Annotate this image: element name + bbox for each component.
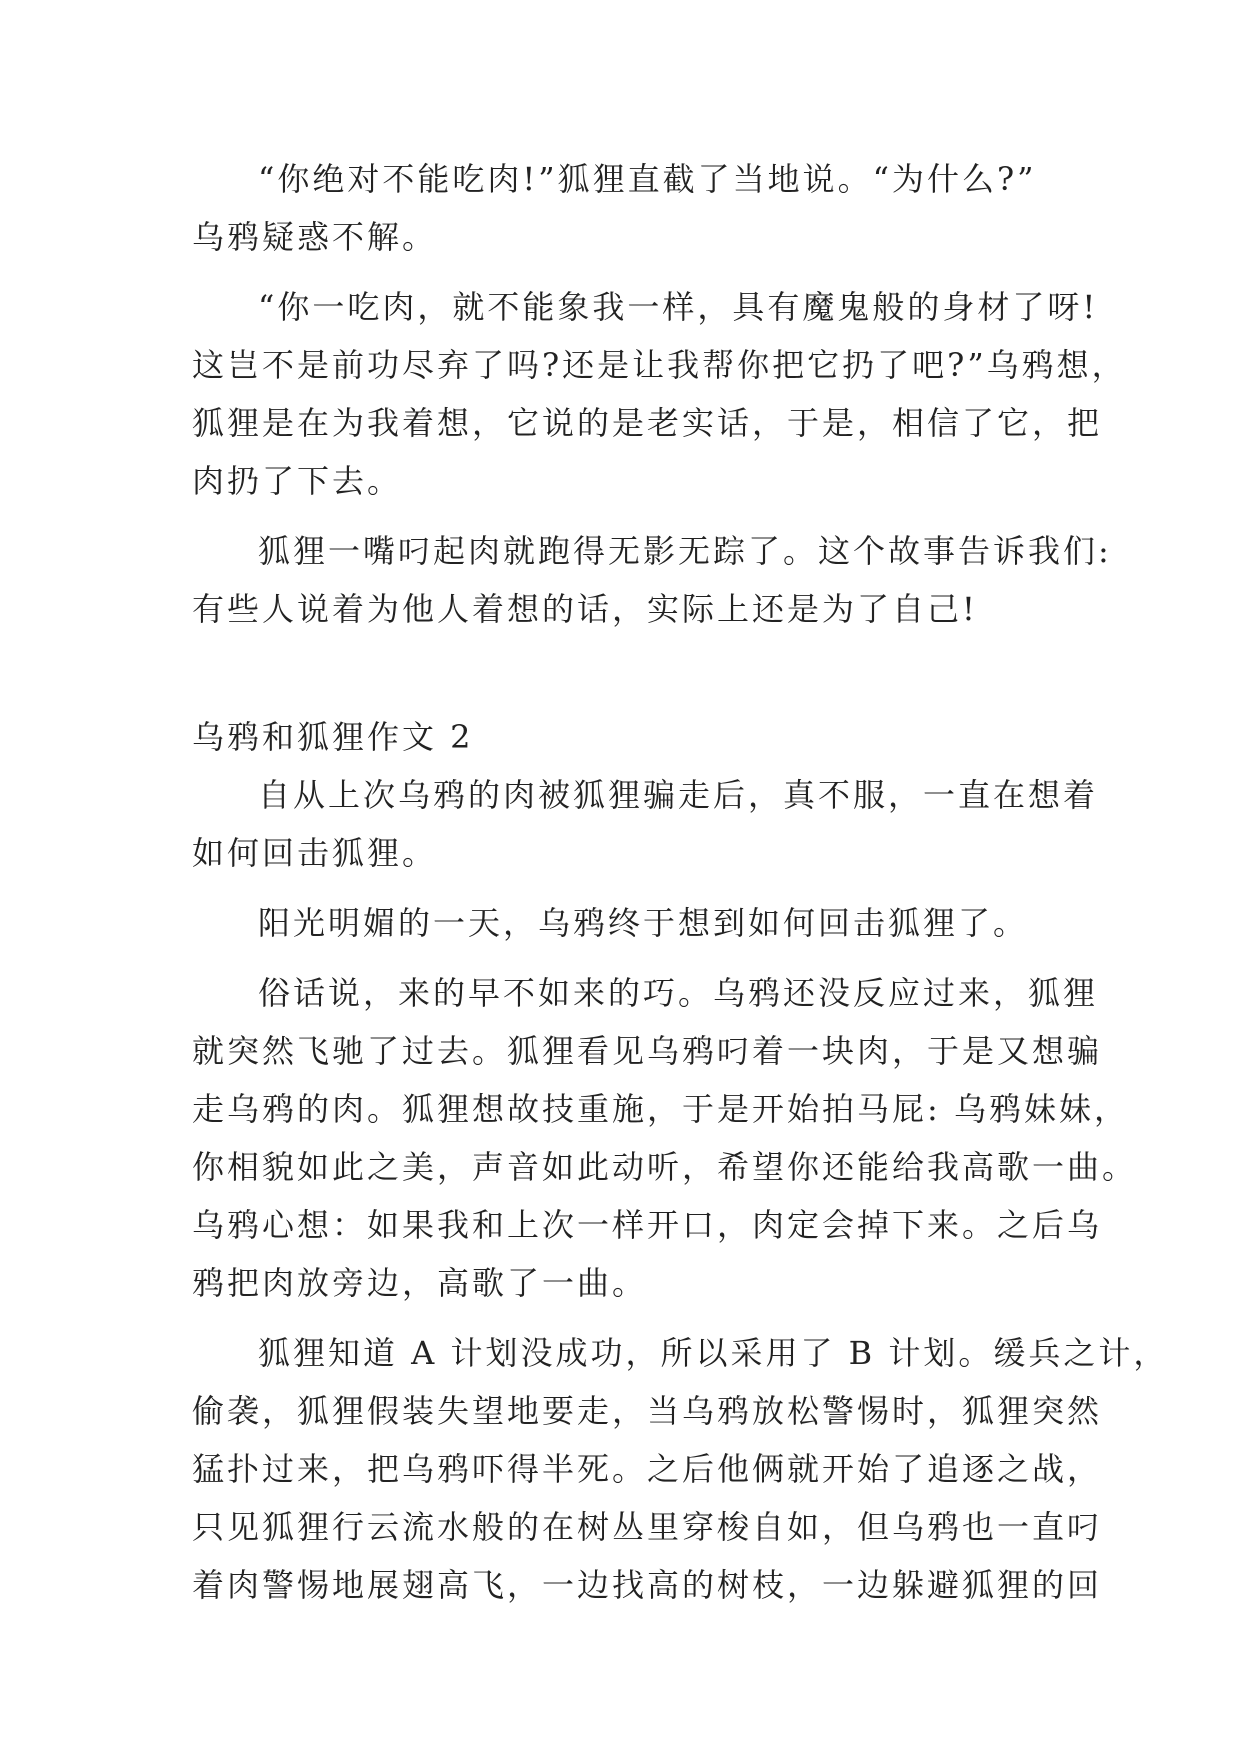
text-line: “你绝对不能吃肉!”狐狸直截了当地说。“为什么?” xyxy=(258,160,1037,198)
text-line: 偷袭，狐狸假装失望地要走，当乌鸦放松警惕时，狐狸突然 xyxy=(192,1392,1103,1430)
text-line: 这岂不是前功尽弃了吗?还是让我帮你把它扔了吧?”乌鸦想， xyxy=(192,346,1127,384)
paragraph xyxy=(192,150,1052,266)
text-line: 鸦把肉放旁边，高歌了一曲。 xyxy=(192,1264,648,1302)
text-line: 只见狐狸行云流水般的在树丛里穿梭自如，但乌鸦也一直叼 xyxy=(192,1508,1103,1546)
text-line: 阳光明媚的一天，乌鸦终于想到如何回击狐狸了。 xyxy=(258,904,1029,942)
section-heading: 乌鸦和狐狸作文 2 xyxy=(192,718,474,756)
text-line: 猛扑过来，把乌鸦吓得半死。之后他俩就开始了追逐之战， xyxy=(192,1450,1103,1488)
text-line: 俗话说，来的早不如来的巧。乌鸦还没反应过来，狐狸 xyxy=(258,974,1099,1012)
text-line: 着肉警惕地展翅高飞，一边找高的树枝，一边躲避狐狸的回 xyxy=(192,1566,1103,1604)
text-line: “你一吃肉，就不能象我一样，具有魔鬼般的身材了呀! xyxy=(258,288,1099,326)
text-line: 你相貌如此之美，声音如此动听，希望你还能给我高歌一曲。 xyxy=(192,1148,1138,1186)
paragraph xyxy=(192,894,1052,952)
text-line: 走乌鸦的肉。狐狸想故技重施，于是开始拍马屁: 乌鸦妹妹， xyxy=(192,1090,1129,1128)
paragraph xyxy=(192,522,1112,638)
text-line: 狐狸一嘴叼起肉就跑得无影无踪了。这个故事告诉我们: xyxy=(258,532,1112,570)
text-line: 乌鸦心想：如果我和上次一样开口，肉定会掉下来。之后乌 xyxy=(192,1206,1103,1244)
text-line: 狐狸知道 A 计划没成功，所以采用了 B 计划。缓兵之计， xyxy=(258,1334,1169,1372)
text-line: 狐狸是在为我着想，它说的是老实话，于是，相信了它，把 xyxy=(192,404,1103,442)
paragraph xyxy=(192,1324,1169,1614)
text-line: 如何回击狐狸。 xyxy=(192,834,438,872)
paragraph xyxy=(192,964,1138,1312)
text-line: 有些人说着为他人着想的话，实际上还是为了自己! xyxy=(192,590,978,628)
text-line: 就突然飞驰了过去。狐狸看见乌鸦叼着一块肉，于是又想骗 xyxy=(192,1032,1103,1070)
text-line: 乌鸦疑惑不解。 xyxy=(192,218,438,256)
text-line: 肉扔了下去。 xyxy=(192,462,403,500)
document-page xyxy=(192,150,1169,1614)
text-line: 自从上次乌鸦的肉被狐狸骗走后，真不服，一直在想着 xyxy=(258,776,1099,814)
paragraph xyxy=(192,278,1127,510)
paragraph xyxy=(192,766,1099,882)
